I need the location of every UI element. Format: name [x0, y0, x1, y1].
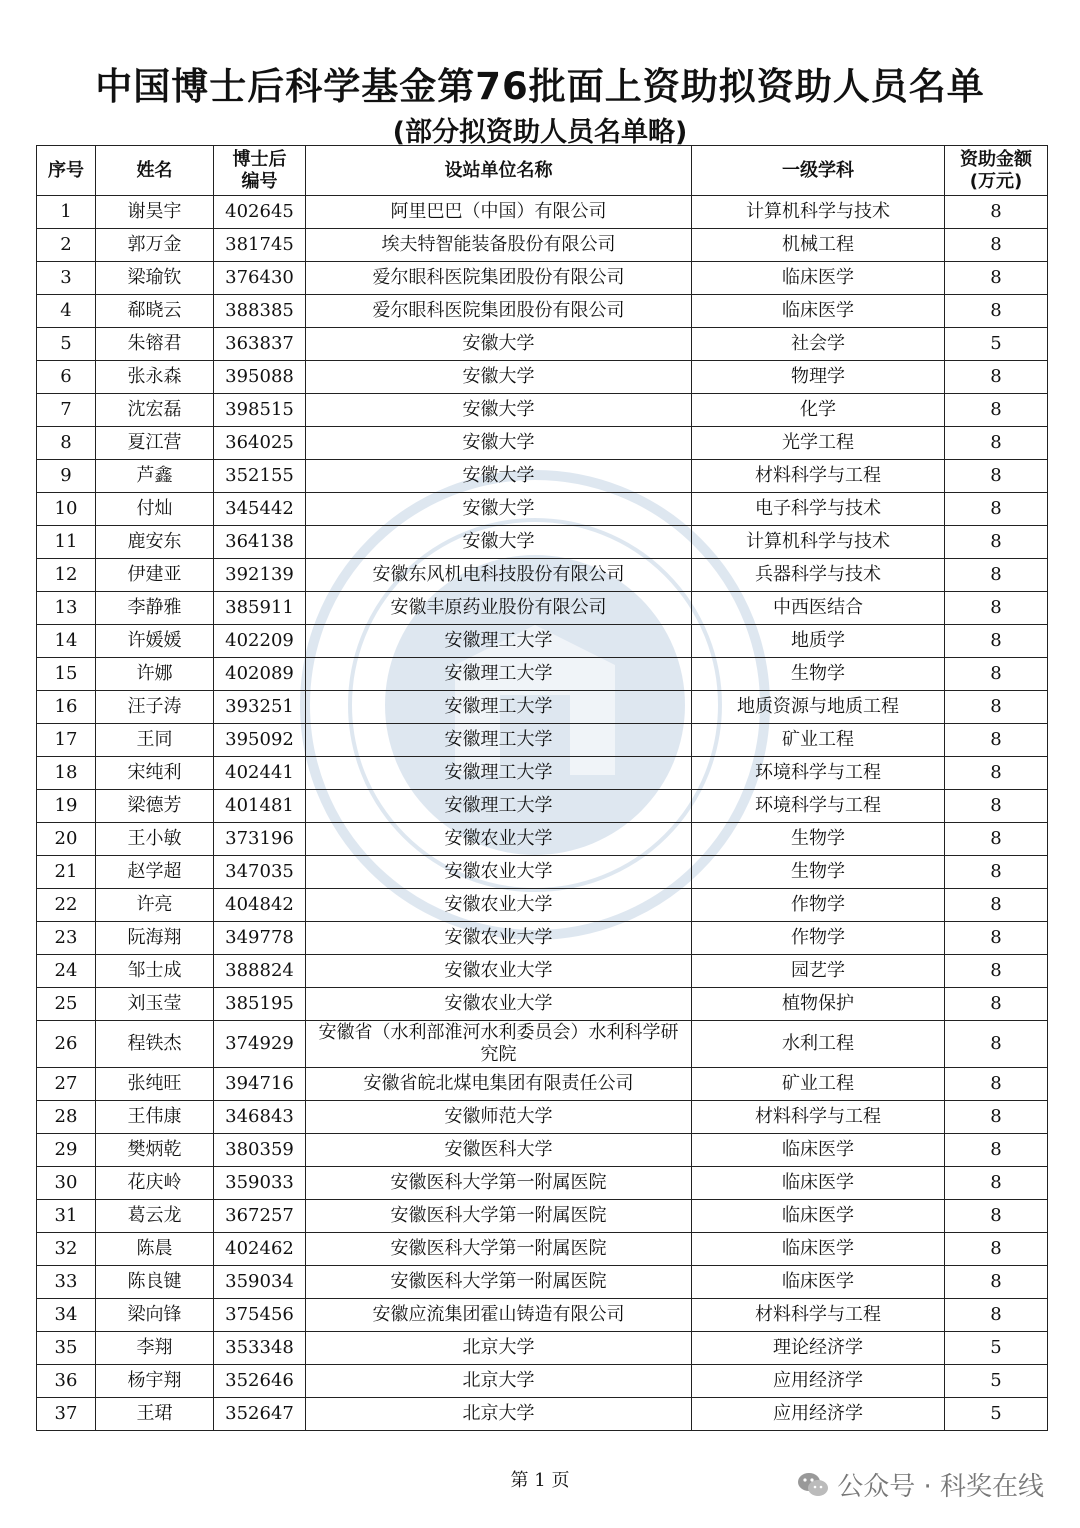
cell-name: 许媛媛 [96, 625, 214, 658]
cell-name: 王同 [96, 724, 214, 757]
cell-name: 程铁杰 [96, 1021, 214, 1068]
table-row [37, 658, 1048, 691]
cell-amount: 8 [945, 361, 1048, 394]
cell-name: 郗晓云 [96, 295, 214, 328]
cell-postdoc-id: 395088 [214, 361, 306, 394]
cell-institution: 安徽农业大学 [306, 955, 692, 988]
cell-index: 22 [37, 889, 96, 922]
cell-institution: 阿里巴巴（中国）有限公司 [306, 196, 692, 229]
cell-discipline: 材料科学与工程 [692, 1101, 945, 1134]
table-row [37, 328, 1048, 361]
table-row [37, 856, 1048, 889]
cell-name: 付灿 [96, 493, 214, 526]
cell-discipline: 临床医学 [692, 1266, 945, 1299]
table-row [37, 427, 1048, 460]
cell-amount: 8 [945, 856, 1048, 889]
table-row [37, 1134, 1048, 1167]
cell-name: 刘玉莹 [96, 988, 214, 1021]
cell-institution: 安徽理工大学 [306, 625, 692, 658]
cell-discipline: 生物学 [692, 856, 945, 889]
cell-amount: 8 [945, 526, 1048, 559]
table-row [37, 1068, 1048, 1101]
table-row [37, 196, 1048, 229]
header-col-discipline: 一级学科 [692, 146, 945, 196]
cell-name: 鹿安东 [96, 526, 214, 559]
cell-institution: 北京大学 [306, 1365, 692, 1398]
cell-amount: 8 [945, 1266, 1048, 1299]
cell-name: 朱镕君 [96, 328, 214, 361]
cell-postdoc-id: 367257 [214, 1200, 306, 1233]
cell-postdoc-id: 388824 [214, 955, 306, 988]
cell-amount: 5 [945, 1365, 1048, 1398]
cell-institution: 安徽省皖北煤电集团有限责任公司 [306, 1068, 692, 1101]
cell-index: 28 [37, 1101, 96, 1134]
cell-index: 1 [37, 196, 96, 229]
cell-postdoc-id: 380359 [214, 1134, 306, 1167]
funding-table [36, 145, 1048, 1431]
cell-name: 伊建亚 [96, 559, 214, 592]
cell-index: 26 [37, 1021, 96, 1068]
cell-name: 陈良键 [96, 1266, 214, 1299]
cell-institution: 安徽医科大学第一附属医院 [306, 1200, 692, 1233]
cell-discipline: 应用经济学 [692, 1365, 945, 1398]
cell-index: 21 [37, 856, 96, 889]
cell-index: 7 [37, 394, 96, 427]
table-row [37, 394, 1048, 427]
cell-discipline: 环境科学与工程 [692, 757, 945, 790]
cell-institution: 安徽医科大学 [306, 1134, 692, 1167]
cell-index: 20 [37, 823, 96, 856]
table-row [37, 922, 1048, 955]
cell-name: 王珺 [96, 1398, 214, 1431]
cell-index: 29 [37, 1134, 96, 1167]
cell-index: 16 [37, 691, 96, 724]
cell-name: 葛云龙 [96, 1200, 214, 1233]
table-row [37, 1167, 1048, 1200]
cell-discipline: 化学 [692, 394, 945, 427]
cell-institution: 安徽理工大学 [306, 757, 692, 790]
cell-index: 6 [37, 361, 96, 394]
cell-institution: 爱尔眼科医院集团股份有限公司 [306, 262, 692, 295]
cell-discipline: 作物学 [692, 922, 945, 955]
cell-institution: 安徽农业大学 [306, 889, 692, 922]
cell-amount: 8 [945, 592, 1048, 625]
cell-institution: 安徽农业大学 [306, 823, 692, 856]
cell-index: 5 [37, 328, 96, 361]
cell-amount: 8 [945, 262, 1048, 295]
table-row [37, 724, 1048, 757]
cell-amount: 8 [945, 427, 1048, 460]
cell-discipline: 光学工程 [692, 427, 945, 460]
cell-discipline: 电子科学与技术 [692, 493, 945, 526]
table-row [37, 295, 1048, 328]
cell-postdoc-id: 385911 [214, 592, 306, 625]
cell-index: 24 [37, 955, 96, 988]
table-row [37, 262, 1048, 295]
cell-postdoc-id: 352646 [214, 1365, 306, 1398]
cell-amount: 8 [945, 757, 1048, 790]
cell-institution: 安徽师范大学 [306, 1101, 692, 1134]
cell-discipline: 计算机科学与技术 [692, 196, 945, 229]
cell-postdoc-id: 373196 [214, 823, 306, 856]
cell-index: 14 [37, 625, 96, 658]
cell-postdoc-id: 374929 [214, 1021, 306, 1068]
table-row [37, 1299, 1048, 1332]
cell-postdoc-id: 353348 [214, 1332, 306, 1365]
cell-name: 李静雅 [96, 592, 214, 625]
table-body [37, 196, 1048, 1431]
cell-index: 13 [37, 592, 96, 625]
cell-index: 37 [37, 1398, 96, 1431]
cell-discipline: 中西医结合 [692, 592, 945, 625]
cell-discipline: 物理学 [692, 361, 945, 394]
cell-index: 35 [37, 1332, 96, 1365]
cell-institution: 安徽东风机电科技股份有限公司 [306, 559, 692, 592]
cell-amount: 5 [945, 1332, 1048, 1365]
cell-postdoc-id: 385195 [214, 988, 306, 1021]
table-row [37, 361, 1048, 394]
cell-institution: 安徽农业大学 [306, 988, 692, 1021]
table-header-row [37, 146, 1048, 196]
cell-name: 许亮 [96, 889, 214, 922]
cell-postdoc-id: 346843 [214, 1101, 306, 1134]
cell-name: 阮海翔 [96, 922, 214, 955]
cell-amount: 8 [945, 691, 1048, 724]
cell-amount: 8 [945, 1299, 1048, 1332]
table-row [37, 559, 1048, 592]
table-row [37, 790, 1048, 823]
cell-amount: 8 [945, 1021, 1048, 1068]
cell-index: 11 [37, 526, 96, 559]
cell-name: 夏江营 [96, 427, 214, 460]
cell-discipline: 地质学 [692, 625, 945, 658]
cell-discipline: 园艺学 [692, 955, 945, 988]
cell-discipline: 临床医学 [692, 1233, 945, 1266]
cell-amount: 8 [945, 922, 1048, 955]
cell-amount: 8 [945, 988, 1048, 1021]
cell-postdoc-id: 402645 [214, 196, 306, 229]
cell-index: 12 [37, 559, 96, 592]
header-col-postdoc-id: 博士后 编号 [214, 146, 306, 196]
table-row [37, 757, 1048, 790]
table-row [37, 460, 1048, 493]
cell-postdoc-id: 359034 [214, 1266, 306, 1299]
cell-postdoc-id: 404842 [214, 889, 306, 922]
wechat-watermark [797, 1466, 1044, 1503]
wechat-icon [797, 1471, 829, 1499]
cell-amount: 8 [945, 1167, 1048, 1200]
table-row [37, 493, 1048, 526]
cell-amount: 8 [945, 823, 1048, 856]
cell-institution: 安徽理工大学 [306, 691, 692, 724]
cell-postdoc-id: 345442 [214, 493, 306, 526]
cell-discipline: 社会学 [692, 328, 945, 361]
document-title: 中国博士后科学基金第76批面上资助拟资助人员名单 [95, 65, 985, 108]
cell-institution: 安徽理工大学 [306, 790, 692, 823]
cell-discipline: 材料科学与工程 [692, 1299, 945, 1332]
cell-institution: 安徽农业大学 [306, 856, 692, 889]
table-row [37, 592, 1048, 625]
cell-name: 汪子涛 [96, 691, 214, 724]
cell-postdoc-id: 364025 [214, 427, 306, 460]
table-row [37, 988, 1048, 1021]
cell-discipline: 临床医学 [692, 1134, 945, 1167]
cell-institution: 安徽医科大学第一附属医院 [306, 1266, 692, 1299]
table-row [37, 625, 1048, 658]
cell-index: 8 [37, 427, 96, 460]
table-row [37, 229, 1048, 262]
cell-index: 36 [37, 1365, 96, 1398]
cell-postdoc-id: 352647 [214, 1398, 306, 1431]
table-row [37, 1266, 1048, 1299]
cell-postdoc-id: 364138 [214, 526, 306, 559]
cell-amount: 8 [945, 559, 1048, 592]
cell-postdoc-id: 402441 [214, 757, 306, 790]
cell-discipline: 临床医学 [692, 1200, 945, 1233]
cell-institution: 北京大学 [306, 1332, 692, 1365]
cell-amount: 8 [945, 724, 1048, 757]
cell-index: 9 [37, 460, 96, 493]
cell-postdoc-id: 398515 [214, 394, 306, 427]
table-row [37, 1101, 1048, 1134]
cell-institution: 北京大学 [306, 1398, 692, 1431]
page-number: 第 1 页 [510, 1470, 570, 1491]
table-row [37, 691, 1048, 724]
cell-amount: 8 [945, 295, 1048, 328]
table-row [37, 1021, 1048, 1068]
header-col-name: 姓名 [96, 146, 214, 196]
table-row [37, 1233, 1048, 1266]
cell-postdoc-id: 375456 [214, 1299, 306, 1332]
cell-postdoc-id: 359033 [214, 1167, 306, 1200]
cell-institution: 安徽应流集团霍山铸造有限公司 [306, 1299, 692, 1332]
cell-institution: 安徽农业大学 [306, 922, 692, 955]
document-subtitle: (部分拟资助人员名单略) [392, 117, 688, 148]
cell-index: 3 [37, 262, 96, 295]
cell-institution: 安徽理工大学 [306, 658, 692, 691]
cell-index: 30 [37, 1167, 96, 1200]
cell-name: 张永森 [96, 361, 214, 394]
table-row [37, 1200, 1048, 1233]
cell-institution: 安徽医科大学第一附属医院 [306, 1233, 692, 1266]
cell-amount: 8 [945, 955, 1048, 988]
cell-amount: 8 [945, 1134, 1048, 1167]
cell-amount: 8 [945, 460, 1048, 493]
cell-amount: 8 [945, 1068, 1048, 1101]
cell-discipline: 植物保护 [692, 988, 945, 1021]
cell-index: 34 [37, 1299, 96, 1332]
cell-name: 樊炳乾 [96, 1134, 214, 1167]
cell-amount: 8 [945, 790, 1048, 823]
cell-institution: 埃夫特智能装备股份有限公司 [306, 229, 692, 262]
cell-name: 赵学超 [96, 856, 214, 889]
cell-name: 张纯旺 [96, 1068, 214, 1101]
cell-amount: 8 [945, 229, 1048, 262]
cell-discipline: 环境科学与工程 [692, 790, 945, 823]
cell-discipline: 临床医学 [692, 295, 945, 328]
cell-index: 33 [37, 1266, 96, 1299]
cell-index: 2 [37, 229, 96, 262]
cell-name: 李翔 [96, 1332, 214, 1365]
cell-postdoc-id: 402462 [214, 1233, 306, 1266]
cell-postdoc-id: 401481 [214, 790, 306, 823]
cell-index: 19 [37, 790, 96, 823]
cell-institution: 安徽丰原药业股份有限公司 [306, 592, 692, 625]
cell-postdoc-id: 388385 [214, 295, 306, 328]
cell-discipline: 理论经济学 [692, 1332, 945, 1365]
cell-name: 梁德芳 [96, 790, 214, 823]
cell-institution: 爱尔眼科医院集团股份有限公司 [306, 295, 692, 328]
cell-name: 沈宏磊 [96, 394, 214, 427]
cell-name: 花庆岭 [96, 1167, 214, 1200]
cell-amount: 8 [945, 658, 1048, 691]
cell-postdoc-id: 381745 [214, 229, 306, 262]
cell-postdoc-id: 394716 [214, 1068, 306, 1101]
cell-discipline: 生物学 [692, 823, 945, 856]
cell-institution: 安徽大学 [306, 460, 692, 493]
cell-amount: 8 [945, 889, 1048, 922]
table-row [37, 1365, 1048, 1398]
cell-name: 王伟康 [96, 1101, 214, 1134]
cell-postdoc-id: 376430 [214, 262, 306, 295]
cell-index: 23 [37, 922, 96, 955]
cell-discipline: 兵器科学与技术 [692, 559, 945, 592]
cell-discipline: 生物学 [692, 658, 945, 691]
cell-institution: 安徽大学 [306, 526, 692, 559]
cell-name: 杨宇翔 [96, 1365, 214, 1398]
cell-name: 陈晨 [96, 1233, 214, 1266]
cell-discipline: 矿业工程 [692, 724, 945, 757]
cell-postdoc-id: 395092 [214, 724, 306, 757]
cell-discipline: 矿业工程 [692, 1068, 945, 1101]
cell-discipline: 水利工程 [692, 1021, 945, 1068]
cell-postdoc-id: 392139 [214, 559, 306, 592]
cell-institution: 安徽大学 [306, 328, 692, 361]
watermark-source: 公众号 · 科奖在线 [837, 1472, 1044, 1502]
cell-name: 梁向锋 [96, 1299, 214, 1332]
cell-institution: 安徽大学 [306, 427, 692, 460]
cell-postdoc-id: 363837 [214, 328, 306, 361]
cell-index: 4 [37, 295, 96, 328]
cell-amount: 8 [945, 493, 1048, 526]
cell-index: 15 [37, 658, 96, 691]
table-row [37, 526, 1048, 559]
cell-postdoc-id: 352155 [214, 460, 306, 493]
cell-institution: 安徽大学 [306, 361, 692, 394]
cell-amount: 8 [945, 1101, 1048, 1134]
cell-institution: 安徽大学 [306, 493, 692, 526]
cell-amount: 5 [945, 1398, 1048, 1431]
cell-discipline: 机械工程 [692, 229, 945, 262]
header-col-amount: 资助金额 (万元) [945, 146, 1048, 196]
cell-amount: 5 [945, 328, 1048, 361]
table-row [37, 823, 1048, 856]
cell-index: 25 [37, 988, 96, 1021]
cell-institution: 安徽理工大学 [306, 724, 692, 757]
cell-amount: 8 [945, 1200, 1048, 1233]
cell-index: 10 [37, 493, 96, 526]
cell-index: 27 [37, 1068, 96, 1101]
table-row [37, 1332, 1048, 1365]
cell-discipline: 临床医学 [692, 1167, 945, 1200]
cell-discipline: 作物学 [692, 889, 945, 922]
header-col-index: 序号 [37, 146, 96, 196]
cell-discipline: 材料科学与工程 [692, 460, 945, 493]
cell-amount: 8 [945, 394, 1048, 427]
cell-name: 芦鑫 [96, 460, 214, 493]
cell-postdoc-id: 393251 [214, 691, 306, 724]
cell-postdoc-id: 347035 [214, 856, 306, 889]
cell-institution: 安徽大学 [306, 394, 692, 427]
cell-name: 谢昊宇 [96, 196, 214, 229]
cell-amount: 8 [945, 196, 1048, 229]
cell-discipline: 地质资源与地质工程 [692, 691, 945, 724]
cell-index: 17 [37, 724, 96, 757]
cell-amount: 8 [945, 625, 1048, 658]
cell-index: 31 [37, 1200, 96, 1233]
cell-postdoc-id: 402089 [214, 658, 306, 691]
cell-index: 18 [37, 757, 96, 790]
table-row [37, 955, 1048, 988]
cell-postdoc-id: 349778 [214, 922, 306, 955]
header-col-institution: 设站单位名称 [306, 146, 692, 196]
cell-discipline: 临床医学 [692, 262, 945, 295]
cell-name: 郭万金 [96, 229, 214, 262]
cell-name: 邹士成 [96, 955, 214, 988]
cell-name: 王小敏 [96, 823, 214, 856]
cell-discipline: 应用经济学 [692, 1398, 945, 1431]
cell-index: 32 [37, 1233, 96, 1266]
cell-institution: 安徽医科大学第一附属医院 [306, 1167, 692, 1200]
table-row [37, 889, 1048, 922]
cell-discipline: 计算机科学与技术 [692, 526, 945, 559]
cell-institution: 安徽省（水利部淮河水利委员会）水利科学研究院 [306, 1021, 692, 1068]
cell-name: 宋纯利 [96, 757, 214, 790]
cell-amount: 8 [945, 1233, 1048, 1266]
cell-name: 许娜 [96, 658, 214, 691]
cell-postdoc-id: 402209 [214, 625, 306, 658]
table-row [37, 1398, 1048, 1431]
cell-name: 梁瑜钦 [96, 262, 214, 295]
